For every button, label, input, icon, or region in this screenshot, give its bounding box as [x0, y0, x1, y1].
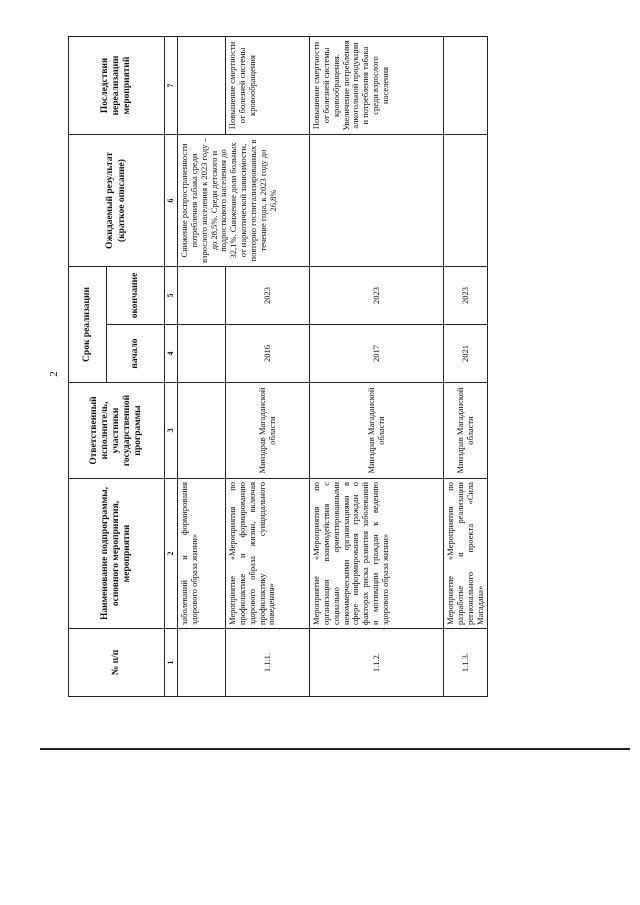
row-start: 2016 [226, 325, 310, 383]
row-result [444, 135, 488, 267]
row-number [178, 629, 226, 697]
row-start: 2021 [444, 325, 488, 383]
column-number: 1 [165, 629, 178, 697]
column-number: 5 [165, 267, 178, 325]
program-measures-table [68, 36, 488, 697]
header-consequences: Последствия нереализации мероприятий [69, 37, 165, 135]
row-executor: Минздрав Магаданской области [444, 383, 488, 479]
table-row [178, 37, 226, 697]
row-start [178, 325, 226, 383]
header-end: окончание [107, 267, 165, 325]
row-consequences: Повышение смертности от болезней системы кровообращения [226, 37, 310, 135]
header-result: Ожидаемый результат (краткое описание) [69, 135, 165, 267]
row-result: Снижение распространенности потребления табака среди взрослого населения к 2023 году – до 28,5%. Среди детского и подросткового населения до 32,1%. Снижение доли больных от наркотической зависимости, повторно госпитализированных в течение года, к 2023 году до 26,8% [178, 135, 310, 267]
row-name: Мероприятие «Мероприятия по профилактике и формированию здорового образа жизни, включая профилактику суицидального поведения» [226, 479, 310, 629]
row-number: 1.1.1. [226, 629, 310, 697]
row-executor: Минздрав Магаданской области [310, 383, 444, 479]
row-end: 2023 [226, 267, 310, 325]
row-consequences [178, 37, 226, 135]
row-name: Мероприятие «Мероприятия по организации взаимодействия с социально ориентированными некоммерческими организациями в сфере информирования граждан о факторах риска развития заболеваний и мотивации граждан к ведению здорового образа жизни» [310, 479, 444, 629]
table-row [444, 37, 488, 697]
header-start: начало [107, 325, 165, 383]
column-number: 6 [165, 135, 178, 267]
row-end: 2023 [310, 267, 444, 325]
row-executor: Минздрав Магаданской области [226, 383, 310, 479]
column-number: 4 [165, 325, 178, 383]
header-name: Наименование подпрограммы, основного мероприятия, мероприятия [69, 479, 165, 629]
header-executor: Ответственный исполнитель, участники государственной программы [69, 383, 165, 479]
row-number: 1.1.3. [444, 629, 488, 697]
row-start: 2017 [310, 325, 444, 383]
column-number: 3 [165, 383, 178, 479]
table-row [310, 37, 444, 697]
header-term-group: Срок реализации [69, 267, 107, 383]
row-name: заболеваний и формирования здорового образа жизни» [178, 479, 226, 629]
row-consequences [444, 37, 488, 135]
row-end [178, 267, 226, 325]
row-consequences: Повышение смертности от болезней системы кровообращения. Увеличение потребления алкогольной продукции и потребления табака среди взрослого населения [310, 37, 444, 135]
header-number: № п/п [69, 629, 165, 697]
rotated-table-sheet [68, 37, 483, 697]
row-number: 1.1.2. [310, 629, 444, 697]
column-number: 7 [165, 37, 178, 135]
row-name: Мероприятие «Мероприятия по разработке и реализации регионального проекта «Сила Магадана» [444, 479, 488, 629]
row-executor [178, 383, 226, 479]
row-end: 2023 [444, 267, 488, 325]
column-number: 2 [165, 479, 178, 629]
bottom-rule [40, 748, 630, 750]
row-result [310, 135, 444, 267]
page-number: 2 [48, 371, 60, 377]
rotated-table-frame [68, 37, 483, 697]
